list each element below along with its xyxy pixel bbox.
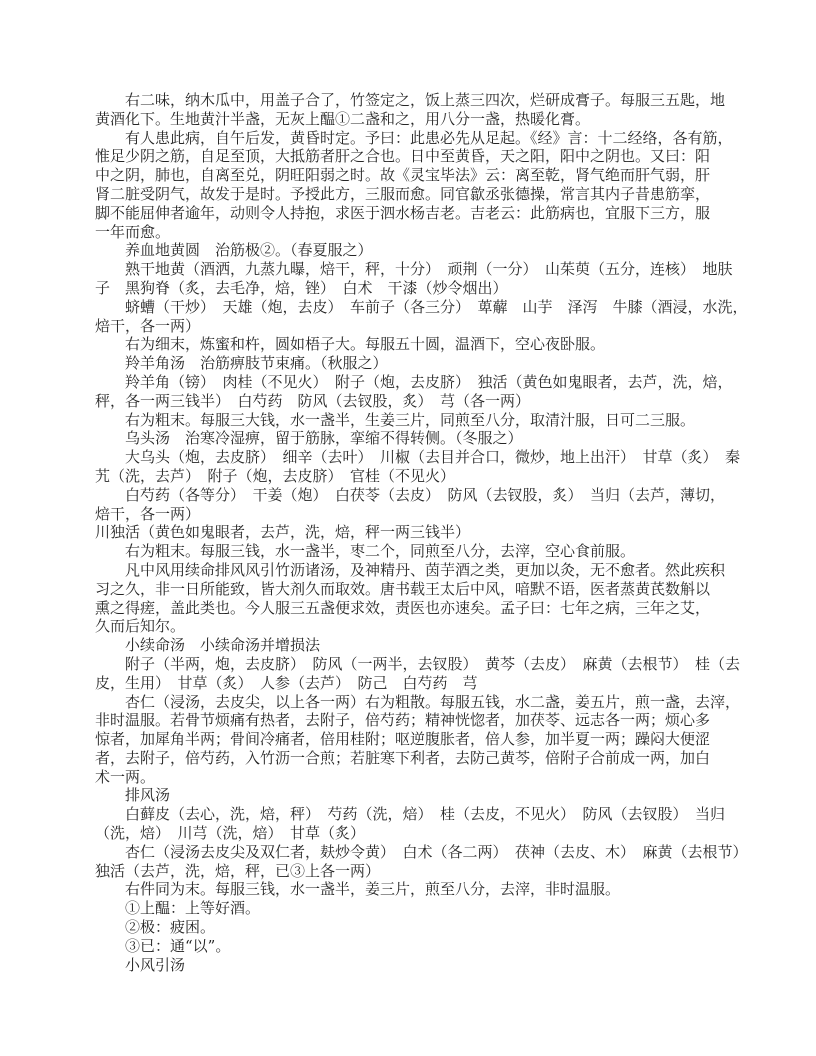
text-line: 中之阴，肺也，自离至兑，阴旺阳弱之时。故《灵宝毕法》云：离至乾，肾气绝而肝气弱，肝: [95, 166, 711, 185]
text-line: 焙干，各一两）: [95, 316, 201, 335]
text-line: （洗，焙） 川芎（洗，焙） 甘草（炙）: [95, 824, 366, 843]
text-line: 皮，生用） 甘草（炙） 人参（去芦） 防己 白芍药 芎: [95, 673, 478, 692]
text-line: 杏仁（浸汤，去皮尖，以上各一两）右为粗散。每服五钱，水二盏，姜五片，煎一盏，去滓，: [125, 692, 741, 711]
text-line: 脚不能屈伸者逾年，动则令人持抱，求医于泗水杨吉老。吉老云：此筋病也，宜服下三方，服: [95, 203, 711, 222]
text-line: 子 黑狗脊（炙，去毛净，焙，锉） 白术 干漆（炒令烟出）: [95, 278, 508, 297]
text-line: 杏仁（浸汤去皮尖及双仁者，麸炒令黄） 白术（各二两） 茯神（去皮、木） 麻黄（去根节）: [125, 842, 748, 861]
text-line: 黄酒化下。生地黄汁半盏，无灰上醖①二盏和之，用八分一盏，热暖化膏。: [95, 109, 591, 128]
text-line: 右为粗末。每服三钱，水一盏半，枣二个，同煎至八分，去滓，空心食前服。: [125, 542, 636, 561]
text-line: 白芍药（各等分） 干姜（炮） 白茯苓（去皮） 防风（去钗股，炙） 当归（去芦，薄切，: [125, 485, 726, 504]
text-line: 者，去附子，倍芍药，入竹沥一合煎；若脏寒下利者，去防己黄芩，倍附子合前成一两，加白: [95, 748, 711, 767]
text-line: 习之久，非一日所能致，皆大剂久而取效。唐书载王太后中风，喑默不语，医者蒸黄芪数斛以: [95, 579, 711, 598]
text-line: 右为细末，炼蜜和杵，圆如梧子大。每服五十圆，温酒下，空心夜卧服。: [125, 335, 606, 354]
text-line: 白藓皮（去心，洗，焙，秤） 芍药（洗，焙） 桂（去皮，不见火） 防风（去钗股） 当归: [125, 805, 726, 824]
text-line: 凡中风用续命排风风引竹沥诸汤，及神精丹、茵芋酒之类，更加以灸，无不愈者。然此疾积: [125, 560, 726, 579]
text-line: 羚羊角（镑） 肉桂（不见火） 附子（炮，去皮脐） 独活（黄色如鬼眼者，去芦，洗，焙，: [125, 372, 733, 391]
text-line: 附子（半两，炮，去皮脐） 防风（一两半，去钗股） 黄芩（去皮） 麻黄（去根节） 桂（去: [125, 654, 741, 673]
text-line: 肾二脏受阴气，故发于是时。予授此方，三服而愈。同官歙丞张德操，常言其内子昔患筋挛，: [95, 184, 711, 203]
text-line: 小风引汤: [125, 955, 186, 974]
text-line: 惟足少阴之筋，自足至顶，大抵筋者肝之合也。日中至黄昏，天之阳，阳中之阴也。又曰：阳: [95, 147, 711, 166]
text-line: 右件同为末。每服三钱，水一盏半，姜三片，煎至八分，去滓，非时温服。: [125, 880, 621, 899]
text-line: 熟干地黄（酒洒，九蒸九曝，焙干，秤，十分） 顽荆（一分） 山茱萸（五分，连核） 地肤: [125, 260, 733, 279]
text-line: 非时温服。若骨节烦痛有热者，去附子，倍芍药；精神恍惚者，加茯苓、远志各一两；烦心多: [95, 711, 711, 730]
text-line: ③已：通“以”。: [125, 936, 231, 955]
text-line: 川独活（黄色如鬼眼者，去芦，洗，焙，秤一两三钱半）: [95, 523, 471, 542]
document-body: [95, 91, 748, 974]
text-line: 秤，各一两三钱半） 白芍药 防风（去钗股，炙） 芎（各一两）: [95, 391, 531, 410]
text-line: 独活（去芦，洗，焙，秤，已③上各一两）: [95, 861, 381, 880]
text-line: ①上醖：上等好酒。: [125, 899, 261, 918]
text-line: 惊者，加犀角半两；骨间冷痛者，倍用桂附；呕逆腹胀者，倍人参，加半夏一两；躁闷大便涩: [95, 730, 711, 749]
text-line: 熏之得瘥，盖此类也。今人服三五盏便求效，责医也亦速矣。孟子曰：七年之病，三年之艾，: [95, 598, 711, 617]
text-line: 养血地黄圆 治筋极②。（春夏服之）: [125, 241, 373, 260]
text-line: 右二味，纳木瓜中，用盖子合了，竹签定之，饭上蒸三四次，烂研成膏子。每服三五匙，地: [125, 91, 726, 109]
text-line: 一年而愈。: [95, 222, 171, 241]
text-line: 久而后知尔。: [95, 617, 186, 636]
text-line: 羚羊角汤 治筋痹肢节束痛。（秋服之）: [125, 354, 388, 373]
text-line: 有人患此病，自午后发，黄昏时定。予曰：此患必先从足起。《经》言：十二经络，各有筋，: [125, 128, 733, 147]
text-line: 艽（洗，去芦） 附子（炮，去皮脐） 官桂（不见火）: [95, 466, 456, 485]
text-line: 右为粗末。每服三大钱，水一盏半，生姜三片，同煎至八分，取清汁服，日可二三服。: [125, 410, 696, 429]
text-line: 术一两。: [95, 767, 156, 786]
text-line: 排风汤: [125, 786, 171, 805]
text-line: 大乌头（炮，去皮脐） 细辛（去叶） 川椒（去目并合口，微炒，地上出汗） 甘草（炙） 秦: [125, 448, 741, 467]
text-line: ②极：疲困。: [125, 918, 216, 937]
text-line: 焙干，各一两）: [95, 504, 201, 523]
text-line: 小续命汤 小续命汤并增损法: [125, 636, 321, 655]
text-line: 蛴螬（干炒） 天雄（炮，去皮） 车前子（各三分） 萆薢 山芋 泽泻 牛膝（酒浸，水洗，: [125, 297, 748, 316]
text-line: 乌头汤 治寒冷湿痹，留于筋脉，挛缩不得转侧。（冬服之）: [125, 429, 523, 448]
